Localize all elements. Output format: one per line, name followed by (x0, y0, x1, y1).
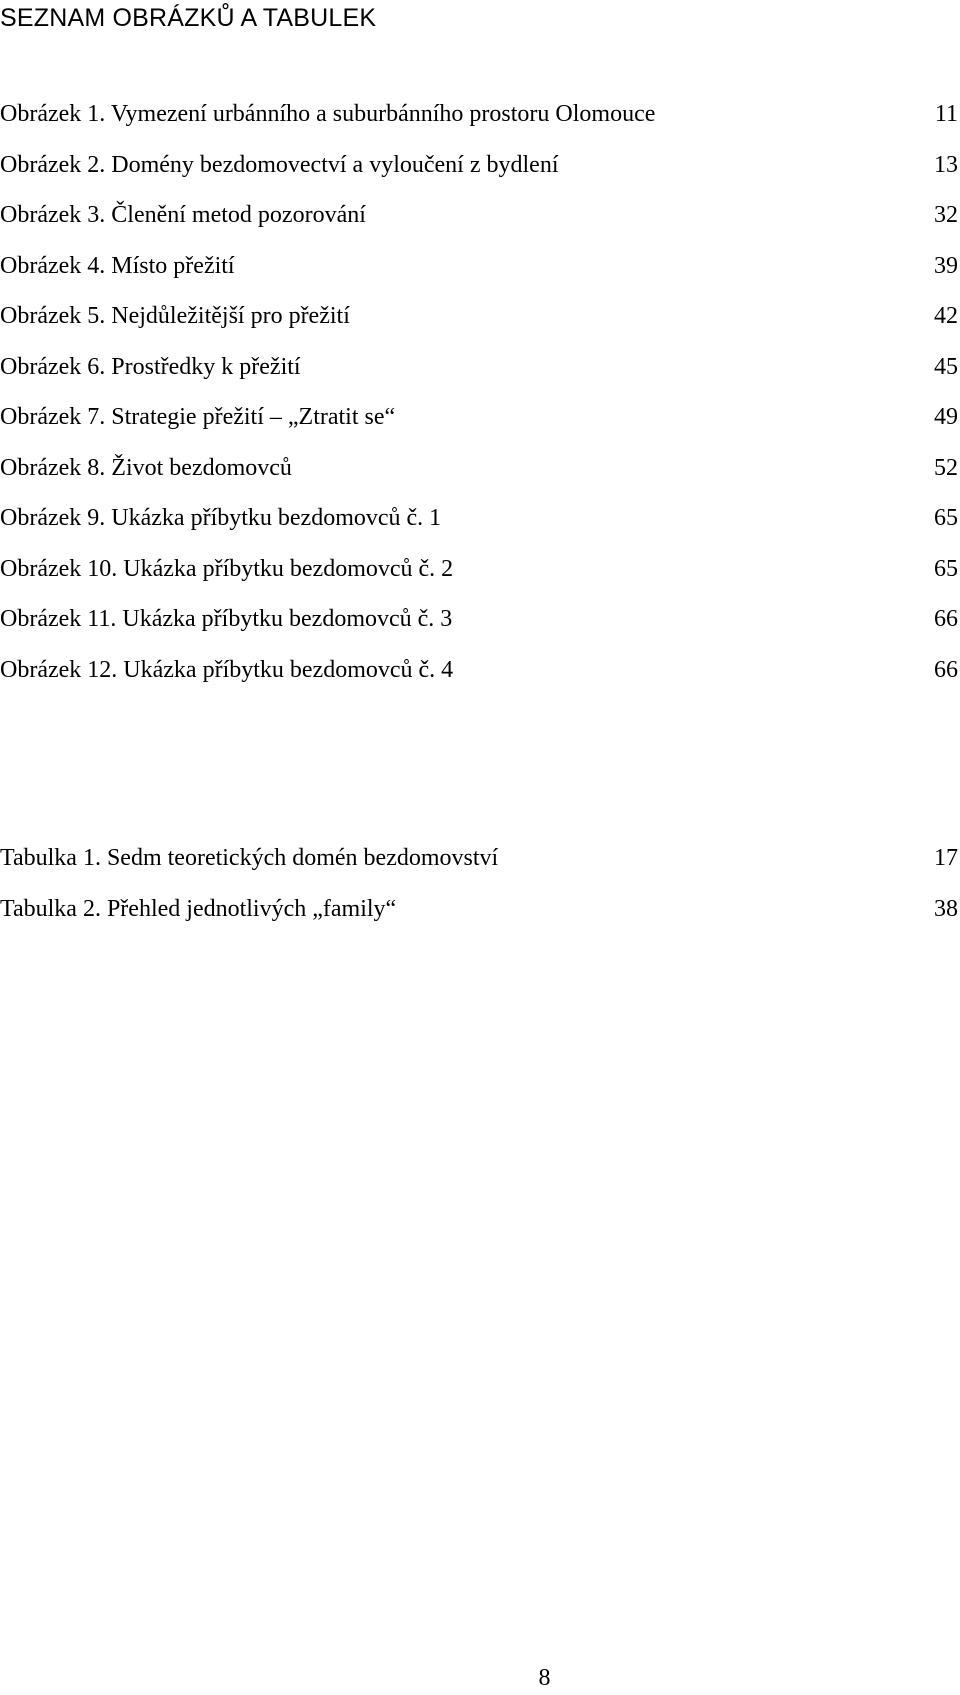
figure-page-number: 66 (934, 606, 958, 632)
figure-entry[interactable] (0, 555, 958, 606)
figure-entry[interactable] (0, 403, 958, 454)
figure-page-number: 42 (934, 303, 958, 329)
figure-page-number: 11 (934, 101, 958, 127)
table-list (0, 844, 958, 945)
figure-title: Obrázek 1. Vymezení urbánního a suburbánního prostoru Olomouce (0, 101, 656, 127)
figure-page-number: 52 (934, 454, 958, 481)
page-number: 8 (538, 1665, 551, 1691)
figure-title: Obrázek 8. Život bezdomovců (0, 454, 292, 481)
figure-page-number: 45 (934, 353, 958, 380)
table-page-number: 38 (934, 895, 958, 922)
figure-title: Obrázek 6. Prostředky k přežití (0, 353, 301, 380)
table-title: Tabulka 2. Přehled jednotlivých „family“ (0, 895, 397, 922)
figure-entry[interactable] (0, 504, 958, 555)
figure-title: Obrázek 3. Členění metod pozorování (0, 202, 366, 228)
figure-title: Obrázek 4. Místo přežití (0, 252, 235, 279)
page-heading: SEZNAM OBRÁZKŮ A TABULEK (0, 4, 377, 32)
figure-page-number: 66 (934, 656, 958, 683)
figure-entry[interactable] (0, 100, 958, 151)
figure-entry[interactable] (0, 302, 958, 353)
figure-page-number: 65 (934, 505, 958, 531)
figure-title: Obrázek 12. Ukázka příbytku bezdomovců č. 4 (0, 656, 454, 683)
figure-entry[interactable] (0, 201, 958, 252)
table-title: Tabulka 1. Sedm teoretických domén bezdomovství (0, 845, 499, 871)
figure-page-number: 13 (934, 151, 958, 178)
table-entry[interactable] (0, 844, 958, 895)
figure-title: Obrázek 11. Ukázka příbytku bezdomovců č. 3 (0, 606, 453, 632)
figure-title: Obrázek 7. Strategie přežití – „Ztratit se“ (0, 404, 396, 430)
figure-title: Obrázek 10. Ukázka příbytku bezdomovců č. 2 (0, 555, 454, 582)
figure-entry[interactable] (0, 353, 958, 404)
figure-title: Obrázek 2. Domény bezdomovectví a vyloučení z bydlení (0, 151, 559, 178)
figure-page-number: 49 (934, 404, 958, 430)
figure-entry[interactable] (0, 605, 958, 656)
figure-page-number: 32 (934, 202, 958, 228)
figure-page-number: 65 (934, 555, 958, 582)
figure-title: Obrázek 5. Nejdůležitější pro přežití (0, 303, 350, 329)
figure-entry[interactable] (0, 151, 958, 202)
figure-entry[interactable] (0, 252, 958, 303)
figure-page-number: 39 (934, 252, 958, 279)
table-entry[interactable] (0, 895, 958, 946)
figure-entry[interactable] (0, 454, 958, 505)
figure-title: Obrázek 9. Ukázka příbytku bezdomovců č. 1 (0, 505, 442, 531)
figure-list (0, 100, 958, 706)
figure-entry[interactable] (0, 656, 958, 707)
table-page-number: 17 (934, 845, 958, 871)
